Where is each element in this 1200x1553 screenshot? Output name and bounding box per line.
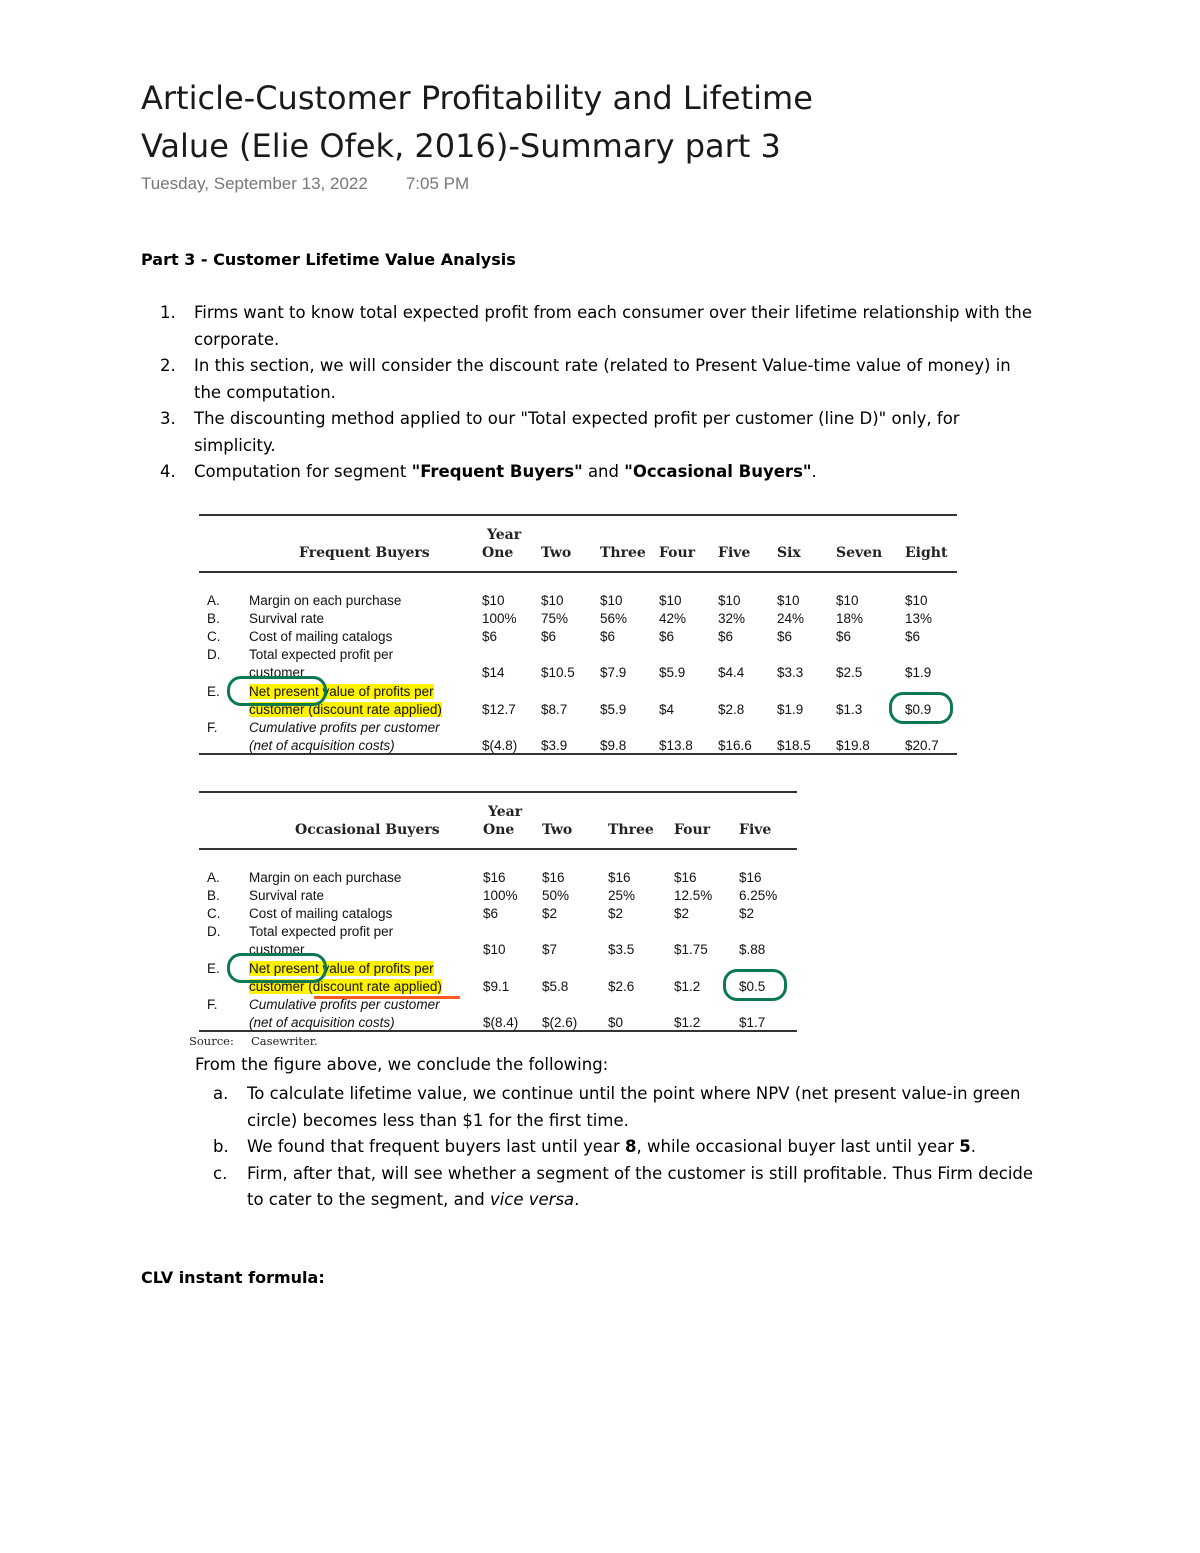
year-label: Year — [487, 527, 522, 543]
table-cell: $9.1 — [483, 979, 510, 994]
row-letter: D. — [207, 647, 221, 662]
table-cell: $1.9 — [905, 665, 932, 680]
row-letter: B. — [207, 611, 220, 626]
conclusion-list — [213, 1081, 1043, 1214]
list-item: c. Firm, after that, will see whether a segment of the customer is still profitable. Thus Firm decide to cater to the segment, and vice versa. — [213, 1163, 1034, 1209]
table-cell: 24% — [777, 611, 805, 626]
table-cell: 75% — [541, 611, 569, 626]
table-cell: $(4.8) — [482, 738, 518, 753]
note-timestamp — [141, 174, 469, 194]
table-cell: 18% — [836, 611, 864, 626]
column-header: Two — [541, 545, 572, 561]
table-cell: $(8.4) — [483, 1015, 519, 1030]
table-cell: $10 — [718, 593, 741, 608]
list-item: 1. Firms want to know total expected profit from each consumer over their lifetime relationship with the corporate. — [160, 303, 1033, 349]
row-label: Margin on each purchase — [249, 870, 402, 885]
table-cell: 42% — [659, 611, 687, 626]
row-label: Cumulative profits per customer — [249, 720, 440, 735]
occasional-buyers-table — [189, 791, 797, 1048]
table-cell: $5.8 — [542, 979, 569, 994]
table-cell: 100% — [482, 611, 517, 626]
table-cell: $16 — [739, 870, 762, 885]
table-cell: $2.5 — [836, 665, 863, 680]
table-cell: $0.9 — [905, 702, 932, 717]
title-line-2: Value (Elie Ofek, 2016)-Summary part 3 — [141, 127, 781, 165]
table-cell: $0 — [608, 1015, 624, 1030]
table-cell: $2 — [739, 906, 755, 921]
table-cell: $2.8 — [718, 702, 745, 717]
row-label-line-2: (net of acquisition costs) — [249, 738, 395, 753]
table-cell: $1.3 — [836, 702, 863, 717]
row-label: Total expected profit per — [249, 647, 394, 662]
table-cell: $2.6 — [608, 979, 635, 994]
table-cell: 13% — [905, 611, 933, 626]
section-heading: Part 3 - Customer Lifetime Value Analysis — [141, 250, 516, 269]
column-header: Five — [718, 545, 751, 561]
table-cell: 50% — [542, 888, 570, 903]
table-cell: $2 — [542, 906, 558, 921]
table-cell: $6 — [718, 629, 734, 644]
intro-list — [160, 300, 1040, 486]
table-cell: $10 — [905, 593, 928, 608]
table-cell: $.88 — [739, 942, 766, 957]
table-cell: $16 — [608, 870, 631, 885]
table-cell: $12.7 — [482, 702, 516, 717]
table-cell: $1.75 — [674, 942, 708, 957]
column-header: Seven — [836, 545, 883, 561]
title-line-1: Article-Customer Profitability and Lifetime — [141, 79, 813, 117]
annotation-underline — [314, 996, 460, 999]
row-label: Survival rate — [249, 611, 325, 626]
row-label: Total expected profit per — [249, 924, 394, 939]
column-header: One — [483, 822, 515, 838]
table-cell: $(2.6) — [542, 1015, 578, 1030]
table-cell: $6 — [905, 629, 921, 644]
table-cell: $10 — [777, 593, 800, 608]
table-cell: $16 — [483, 870, 506, 885]
conclusion-intro: From the figure above, we conclude the following: — [195, 1055, 609, 1074]
row-label: Margin on each purchase — [249, 593, 402, 608]
table-cell: $1.2 — [674, 1015, 701, 1030]
annotation-circle — [227, 953, 327, 983]
row-letter: D. — [207, 924, 221, 939]
table-cell: $16.6 — [718, 738, 752, 753]
table-cell: $3.5 — [608, 942, 635, 957]
table-cell: $16 — [674, 870, 697, 885]
table-cell: $1.2 — [674, 979, 701, 994]
table-cell: $4 — [659, 702, 675, 717]
table-cell: $14 — [482, 665, 505, 680]
table-cell: $10 — [541, 593, 564, 608]
row-label-line-2: customer (discount rate applied) — [249, 702, 442, 717]
frequent-buyers-table — [199, 514, 957, 759]
table-cell: $4.4 — [718, 665, 745, 680]
table-cell: $5.9 — [600, 702, 627, 717]
table-cell: $16 — [542, 870, 565, 885]
table-segment-label: Frequent Buyers — [299, 545, 430, 561]
row-label: Cumulative profits per customer — [249, 997, 440, 1012]
table-cell: $10 — [483, 942, 506, 957]
table-cell: $3.3 — [777, 665, 804, 680]
table-cell: $8.7 — [541, 702, 568, 717]
note-date: Tuesday, September 13, 2022 — [141, 174, 368, 193]
annotation-circle — [227, 676, 327, 706]
source-value: Casewriter. — [251, 1034, 318, 1048]
table-cell: $2 — [674, 906, 690, 921]
row-letter: C. — [207, 629, 221, 644]
row-label: Net present value of profits per — [249, 961, 434, 976]
row-label-line-2: (net of acquisition costs) — [249, 1015, 395, 1030]
table-cell: $1.7 — [739, 1015, 766, 1030]
column-header: Two — [542, 822, 573, 838]
table-cell: $3.9 — [541, 738, 568, 753]
table-cell: $18.5 — [777, 738, 811, 753]
formula-heading: CLV instant formula: — [141, 1268, 325, 1287]
table-cell: $6 — [836, 629, 852, 644]
row-label: Survival rate — [249, 888, 325, 903]
table-cell: $2 — [608, 906, 624, 921]
row-letter: C. — [207, 906, 221, 921]
row-label: Cost of mailing catalogs — [249, 906, 393, 921]
column-header: Three — [608, 822, 654, 838]
table-cell: $10 — [836, 593, 859, 608]
row-label: Net present value of profits per — [249, 684, 434, 699]
source-label: Source: — [189, 1034, 234, 1048]
table-cell: $5.9 — [659, 665, 686, 680]
row-label: Cost of mailing catalogs — [249, 629, 393, 644]
row-label-line-2: customer (discount rate applied) — [249, 979, 442, 994]
table-cell: $6 — [482, 629, 498, 644]
column-header: Four — [674, 822, 711, 838]
table-cell: $10 — [482, 593, 505, 608]
column-header: One — [482, 545, 514, 561]
list-item: 4. Computation for segment "Frequent Buyers" and "Occasional Buyers". — [160, 462, 817, 481]
list-item: a. To calculate lifetime value, we continue until the point where NPV (net present value-in green circle) becomes less than $1 for the first time. — [213, 1084, 1021, 1130]
annotation-circle — [723, 969, 787, 1001]
table-cell: 6.25% — [739, 888, 778, 903]
table-segment-label: Occasional Buyers — [295, 822, 440, 838]
row-letter: F. — [207, 720, 218, 735]
row-letter: E. — [207, 961, 220, 976]
table-cell: 100% — [483, 888, 518, 903]
column-header: Three — [600, 545, 646, 561]
list-item: 3. The discounting method applied to our "Total expected profit per customer (line D)" only, for simplicity. — [160, 409, 960, 455]
row-label-line-2: customer — [249, 665, 305, 680]
table-cell: $19.8 — [836, 738, 870, 753]
row-letter: A. — [207, 870, 220, 885]
column-header: Five — [739, 822, 772, 838]
table-cell: $10.5 — [541, 665, 575, 680]
table-cell: 32% — [718, 611, 746, 626]
table-cell: $6 — [600, 629, 616, 644]
table-cell: $10 — [659, 593, 682, 608]
column-header: Six — [777, 545, 801, 561]
table-cell: 25% — [608, 888, 636, 903]
table-cell: 12.5% — [674, 888, 713, 903]
row-letter: E. — [207, 684, 220, 699]
row-label-line-2: customer — [249, 942, 305, 957]
list-item: b. We found that frequent buyers last until year 8, while occasional buyer last until year 5. — [213, 1137, 976, 1156]
table-cell: $1.9 — [777, 702, 804, 717]
table-cell: $6 — [483, 906, 499, 921]
table-cell: $7.9 — [600, 665, 627, 680]
row-letter: B. — [207, 888, 220, 903]
column-header: Four — [659, 545, 696, 561]
table-cell: $10 — [600, 593, 623, 608]
year-label: Year — [488, 804, 523, 820]
table-cell: $7 — [542, 942, 558, 957]
table-cell: $0.5 — [739, 979, 766, 994]
column-header: Eight — [905, 545, 948, 561]
table-cell: $6 — [541, 629, 557, 644]
row-letter: A. — [207, 593, 220, 608]
table-cell: $9.8 — [600, 738, 627, 753]
table-cell: $6 — [659, 629, 675, 644]
table-cell: $20.7 — [905, 738, 939, 753]
table-cell: $6 — [777, 629, 793, 644]
table-cell: $13.8 — [659, 738, 693, 753]
note-time: 7:05 PM — [405, 174, 470, 193]
annotation-circle — [889, 692, 953, 724]
row-letter: F. — [207, 997, 218, 1012]
page-title — [141, 74, 1141, 170]
table-cell: 56% — [600, 611, 628, 626]
list-item: 2. In this section, we will consider the discount rate (related to Present Value-time value of money) in the computation. — [160, 356, 1011, 402]
